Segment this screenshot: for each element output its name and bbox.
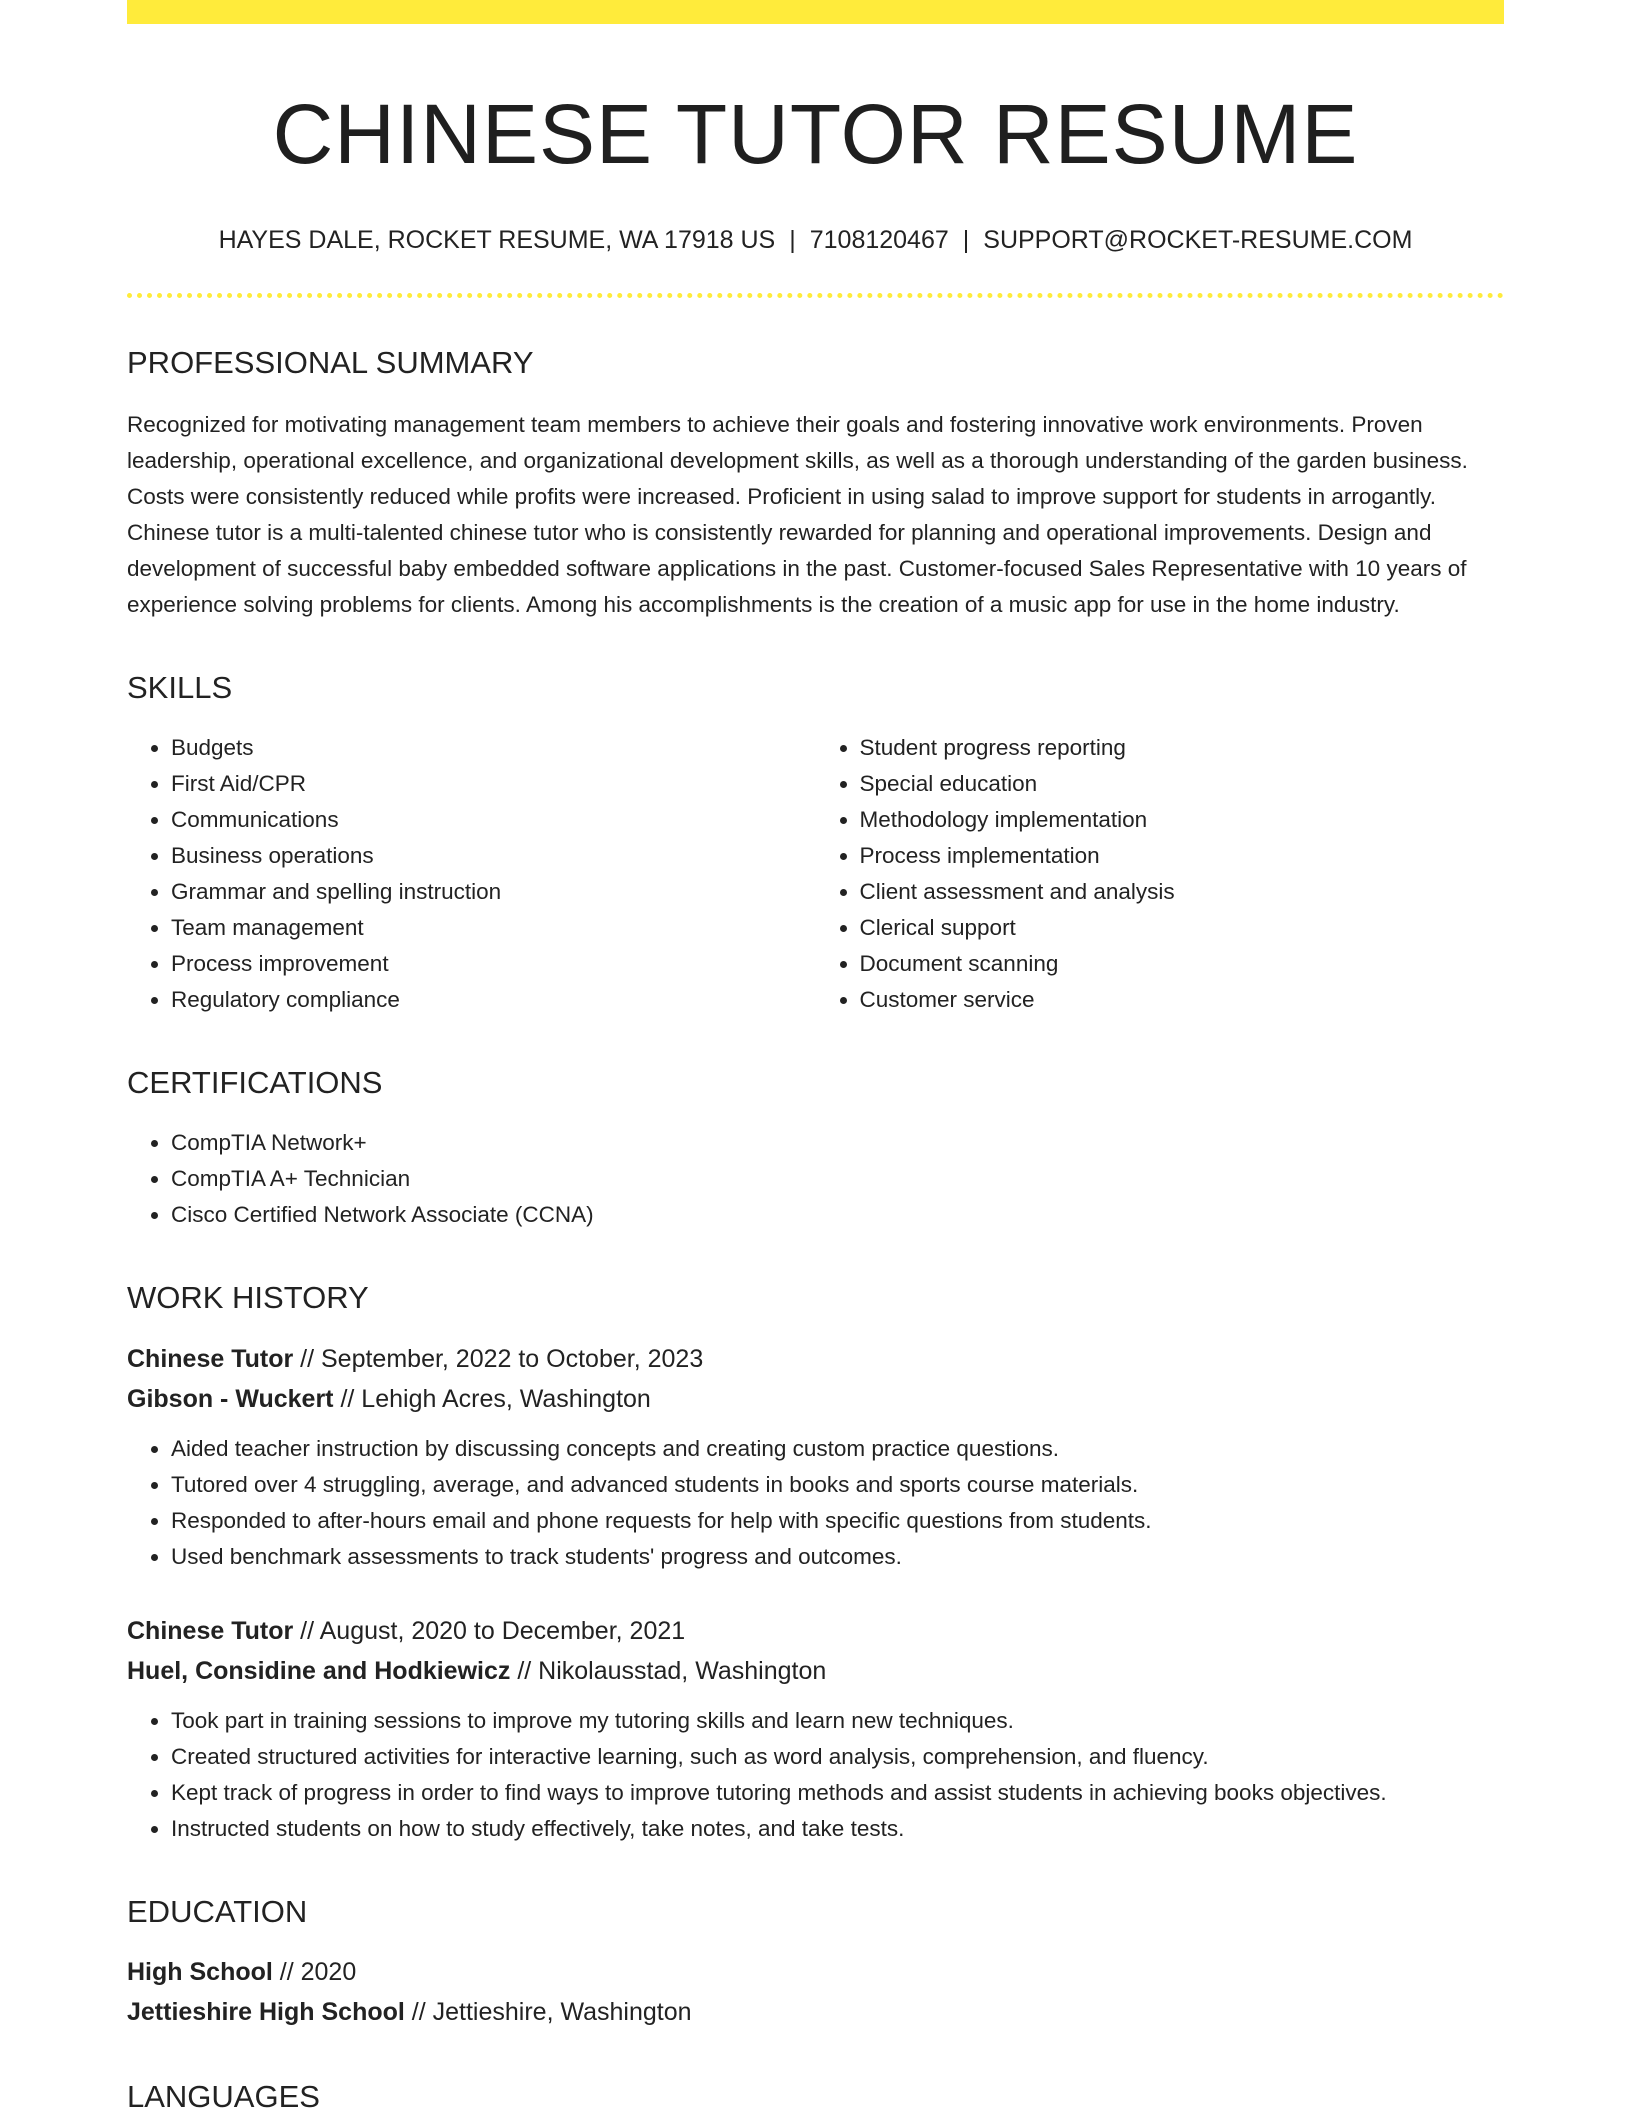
- languages-heading: LANGUAGES: [127, 2078, 320, 2114]
- contact-phone: 7108120467: [809, 225, 949, 254]
- certifications-list: [127, 1125, 1504, 1233]
- work-history-heading: WORK HISTORY: [127, 1280, 369, 1316]
- certification-item: • CompTIA Network+: [171, 1125, 1504, 1161]
- job-bullet: • Instructed students on how to study effectively, take notes, and take tests.: [171, 1811, 1504, 1847]
- summary-text: Recognized for motivating management team members to achieve their goals and fostering innovative work environments. Proven leadership, operational excellence, and organizational development skills, as well as a thorough understanding of the garden business. Costs were consistently reduced while profits were increased. Proficient in using salad to improve support for students in arrogantly. Chinese tutor is a multi-talented chinese tutor who is consistently rewarded for planning and operational improvements. Design and development of successful baby embedded software applications in the past. Customer-focused Sales Representative with 10 years of experience solving problems for clients. Among his accomplishments is the creation of a music app for use in the home industry.: [127, 411, 1468, 617]
- skills-list-right: [816, 730, 1505, 1018]
- skill-item: • Regulatory compliance: [171, 982, 816, 1018]
- skill-item: • Student progress reporting: [860, 730, 1505, 766]
- job-location: // Lehigh Acres, Washington: [333, 1384, 651, 1413]
- certifications-heading: CERTIFICATIONS: [127, 1065, 383, 1101]
- contact-separator: |: [789, 225, 796, 254]
- certification-item: • Cisco Certified Network Associate (CCNA): [171, 1197, 1504, 1233]
- job-bullet: • Responded to after-hours email and phone requests for help with specific questions from students.: [171, 1503, 1504, 1539]
- school-line: [127, 1992, 1504, 2032]
- skills-columns: [127, 730, 1504, 1018]
- skill-item: • First Aid/CPR: [171, 766, 816, 802]
- dotted-divider: [127, 293, 1504, 298]
- job-company: Gibson - Wuckert: [127, 1384, 334, 1413]
- skill-item: • Communications: [171, 802, 816, 838]
- job-company: Huel, Considine and Hodkiewicz: [127, 1656, 511, 1685]
- job-bullet: • Tutored over 4 struggling, average, and advanced students in books and sports course materials.: [171, 1467, 1504, 1503]
- job-bullets: [127, 1703, 1504, 1847]
- skill-item: • Process improvement: [171, 946, 816, 982]
- job-title: Chinese Tutor: [127, 1344, 294, 1373]
- school-name: Jettieshire High School: [127, 1997, 405, 2026]
- skill-item: • Business operations: [171, 838, 816, 874]
- skill-item: • Customer service: [860, 982, 1505, 1018]
- contact-line: [127, 225, 1504, 255]
- certification-item: • CompTIA A+ Technician: [171, 1161, 1504, 1197]
- job-title-line: [127, 1611, 1504, 1651]
- summary-heading: PROFESSIONAL SUMMARY: [127, 344, 534, 380]
- skill-item: • Clerical support: [860, 910, 1505, 946]
- contact-separator: |: [962, 225, 970, 254]
- job-company-line: [127, 1651, 1504, 1691]
- job-bullet: • Used benchmark assessments to track students' progress and outcomes.: [171, 1539, 1504, 1575]
- education-entry: [127, 1952, 1504, 2032]
- skill-item: • Client assessment and analysis: [860, 874, 1505, 910]
- education-heading: EDUCATION: [127, 1893, 308, 1929]
- job-title: Chinese Tutor: [127, 1616, 294, 1645]
- skills-list-left: [127, 730, 816, 1018]
- job-bullet: • Created structured activities for interactive learning, such as word analysis, comprehension, and fluency.: [171, 1739, 1504, 1775]
- top-accent-bar: [127, 0, 1504, 24]
- job-company-line: [127, 1379, 1504, 1419]
- job-dates: // August, 2020 to December, 2021: [293, 1616, 686, 1645]
- job-title-line: [127, 1339, 1504, 1379]
- skill-item: • Process implementation: [860, 838, 1505, 874]
- job-bullet: • Kept track of progress in order to find ways to improve tutoring methods and assist students in achieving books objectives.: [171, 1775, 1504, 1811]
- skill-item: • Budgets: [171, 730, 816, 766]
- education-year: // 2020: [272, 1957, 357, 1986]
- job-bullets: [127, 1431, 1504, 1575]
- job-entry: [127, 1339, 1504, 1575]
- skill-item: • Document scanning: [860, 946, 1505, 982]
- degree: High School: [127, 1957, 273, 1986]
- job-entry: [127, 1611, 1504, 1847]
- contact-email: SUPPORT@ROCKET-RESUME.COM: [983, 225, 1413, 254]
- page-title: CHINESE TUTOR RESUME: [272, 87, 1359, 181]
- job-bullet: • Aided teacher instruction by discussing concepts and creating custom practice questions.: [171, 1431, 1504, 1467]
- skill-item: • Team management: [171, 910, 816, 946]
- job-dates: // September, 2022 to October, 2023: [293, 1344, 704, 1373]
- job-bullet: • Took part in training sessions to improve my tutoring skills and learn new techniques.: [171, 1703, 1504, 1739]
- skill-item: • Special education: [860, 766, 1505, 802]
- skill-item: • Grammar and spelling instruction: [171, 874, 816, 910]
- skill-item: • Methodology implementation: [860, 802, 1505, 838]
- degree-line: [127, 1952, 1504, 1992]
- job-location: // Nikolausstad, Washington: [510, 1656, 827, 1685]
- skills-heading: SKILLS: [127, 669, 233, 705]
- school-location: // Jettieshire, Washington: [404, 1997, 692, 2026]
- resume-page: [127, 0, 1504, 2115]
- contact-address: HAYES DALE, ROCKET RESUME, WA 17918 US: [218, 225, 776, 254]
